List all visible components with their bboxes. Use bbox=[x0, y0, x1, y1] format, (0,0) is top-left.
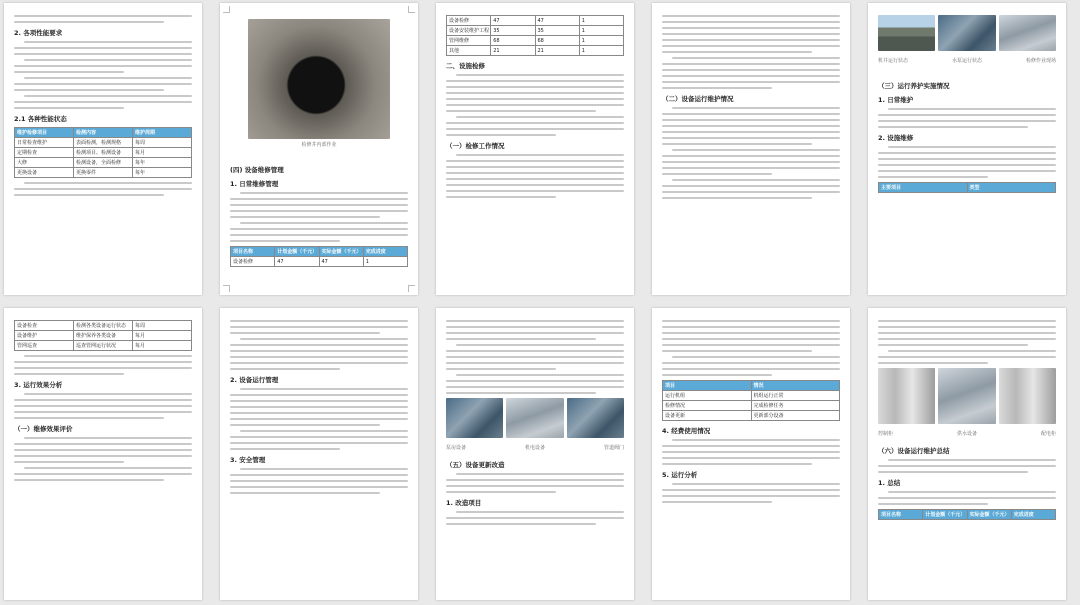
paragraph bbox=[446, 511, 624, 525]
table-row: 管网巡查 巡查管网运行状况 每月 bbox=[15, 341, 192, 351]
photo-caption: 检修井内部作业 bbox=[301, 142, 337, 148]
section-heading: 5. 运行分析 bbox=[662, 471, 698, 479]
table-row: 设备维护 维护保养各类设备 每月 bbox=[15, 331, 192, 341]
section-heading: 2. 设备运行管理 bbox=[230, 376, 279, 384]
section-heading: 1. 日常维护 bbox=[878, 96, 914, 104]
paragraph bbox=[14, 355, 192, 375]
table-row: 设备检查 检测各类设备运行状态 每周 bbox=[15, 321, 192, 331]
section-heading: （六）设备运行维护总结 bbox=[878, 447, 950, 455]
photo-row bbox=[446, 398, 624, 438]
paragraph bbox=[446, 154, 624, 198]
section-heading: 3. 运行效果分析 bbox=[14, 381, 63, 389]
section-heading: 1. 改造项目 bbox=[446, 499, 482, 507]
paragraph bbox=[14, 41, 192, 109]
document-page-10 bbox=[868, 308, 1066, 600]
document-page-5 bbox=[868, 3, 1066, 295]
table-row: 大修 检测设备，全面检修 每年 bbox=[15, 158, 192, 168]
document-page-2 bbox=[220, 3, 418, 295]
photo-caption: 水泵运行状态 bbox=[951, 58, 982, 64]
paragraph bbox=[662, 107, 840, 199]
table-row: 检修情况 完成检修任务 bbox=[663, 401, 840, 411]
equipment-photo bbox=[446, 398, 503, 438]
site-photo bbox=[878, 15, 935, 51]
table-row: 管网维修 68 68 1 bbox=[447, 36, 624, 46]
photo-row bbox=[878, 368, 1056, 424]
paragraph bbox=[878, 108, 1056, 128]
section-heading: (四) 设备维修管理 bbox=[230, 166, 284, 174]
summary-table: 项目名称 计划金额（千元） 实际金额（千元） 完成进度 bbox=[878, 509, 1056, 520]
equipment-photo bbox=[938, 368, 995, 424]
cost-table: 项目名称 计划金额（千元） 实际金额（千元） 完成进度 设备检修 47 47 1 bbox=[230, 246, 408, 267]
photo-caption: 供水设备 bbox=[956, 431, 977, 437]
section-heading: （五）设备更新改造 bbox=[446, 461, 505, 469]
photo-row bbox=[878, 15, 1056, 51]
maintenance-table: 维护检修项目 检测内容 维护周期 日常检查维护 表面检测，检测规格 每周 定期检查 检测项目、检测设备 每月 大修 检测设备，全面检修 每年 更换设备 更换零件 每年 bbox=[14, 127, 192, 178]
photo-caption: 机井运行状态 bbox=[878, 58, 909, 64]
site-photo bbox=[999, 15, 1056, 51]
section-heading: 2. 各项性能要求 bbox=[14, 29, 63, 37]
equipment-photo bbox=[506, 398, 563, 438]
document-page-3 bbox=[436, 3, 634, 295]
paragraph bbox=[662, 483, 840, 503]
document-page-6 bbox=[4, 308, 202, 600]
section-heading: （一）维修效果评价 bbox=[14, 425, 73, 433]
paragraph bbox=[14, 437, 192, 481]
project-table: 主要项目 类型 bbox=[878, 182, 1056, 193]
table-row: 运行机组 机组运行正常 bbox=[663, 391, 840, 401]
paragraph bbox=[230, 468, 408, 494]
paragraph bbox=[230, 192, 408, 242]
section-heading: 2. 设施维修 bbox=[878, 134, 914, 142]
paragraph bbox=[878, 146, 1056, 178]
table-row: 定期检查 检测项目、检测设备 每月 bbox=[15, 148, 192, 158]
photo-caption: 管道阀门 bbox=[603, 445, 624, 451]
table-row: 更换设备 更换零件 每年 bbox=[15, 168, 192, 178]
equipment-photo bbox=[999, 368, 1056, 424]
section-heading: （三）运行养护实施情况 bbox=[878, 82, 950, 90]
photo-caption: 检修作业现场 bbox=[1025, 58, 1056, 64]
section-heading: 2.1 各种性能状态 bbox=[14, 115, 67, 123]
paragraph bbox=[14, 182, 192, 196]
section-heading: 二、设施检修 bbox=[446, 62, 485, 70]
paragraph bbox=[230, 320, 408, 370]
photo-caption: 控制柜 bbox=[878, 431, 894, 437]
section-heading: 1. 日常维修管理 bbox=[230, 180, 279, 188]
paragraph bbox=[662, 439, 840, 465]
table-row: 设备检修 47 47 1 bbox=[231, 257, 408, 267]
equipment-photo bbox=[878, 368, 935, 424]
document-page-8 bbox=[436, 308, 634, 600]
paragraph bbox=[878, 459, 1056, 473]
document-page-9 bbox=[652, 308, 850, 600]
paragraph bbox=[446, 74, 624, 136]
inspection-table bbox=[14, 320, 192, 351]
document-page-7 bbox=[220, 308, 418, 600]
equipment-photo bbox=[567, 398, 624, 438]
table-row: 设备检修 47 47 1 bbox=[447, 16, 624, 26]
paragraph bbox=[878, 491, 1056, 505]
site-photo bbox=[938, 15, 995, 51]
document-page-1 bbox=[4, 3, 202, 295]
paragraph bbox=[878, 320, 1056, 364]
section-heading: （一）检修工作情况 bbox=[446, 142, 505, 150]
table-row: 设备安装维护工程 35 35 1 bbox=[447, 26, 624, 36]
section-heading: 3. 安全管理 bbox=[230, 456, 266, 464]
table-row: 日常检查维护 表面检测，检测规格 每周 bbox=[15, 138, 192, 148]
table-row: 设备更新 更新部分设备 bbox=[663, 411, 840, 421]
cost-table-continued bbox=[446, 15, 624, 56]
paragraph bbox=[446, 473, 624, 493]
photo-caption: 配电柜 bbox=[1040, 431, 1056, 437]
table-row: 其他 21 21 1 bbox=[447, 46, 624, 56]
paragraph bbox=[14, 393, 192, 419]
section-heading: 1. 总结 bbox=[878, 479, 901, 487]
document-page-4 bbox=[652, 3, 850, 295]
paragraph bbox=[662, 320, 840, 376]
section-heading: （二）设备运行维护情况 bbox=[662, 95, 734, 103]
section-heading: 4. 经费使用情况 bbox=[662, 427, 711, 435]
paragraph bbox=[446, 320, 624, 394]
photo-caption: 机电设备 bbox=[524, 445, 545, 451]
status-table: 项目 情况 运行机组 机组运行正常 检修情况 完成检修任务 设备更新 更新部分设备 bbox=[662, 380, 840, 421]
paragraph bbox=[230, 388, 408, 450]
well-photo bbox=[248, 19, 390, 139]
paragraph bbox=[662, 15, 840, 89]
photo-caption: 泵房设备 bbox=[446, 445, 467, 451]
paragraph bbox=[14, 15, 192, 23]
